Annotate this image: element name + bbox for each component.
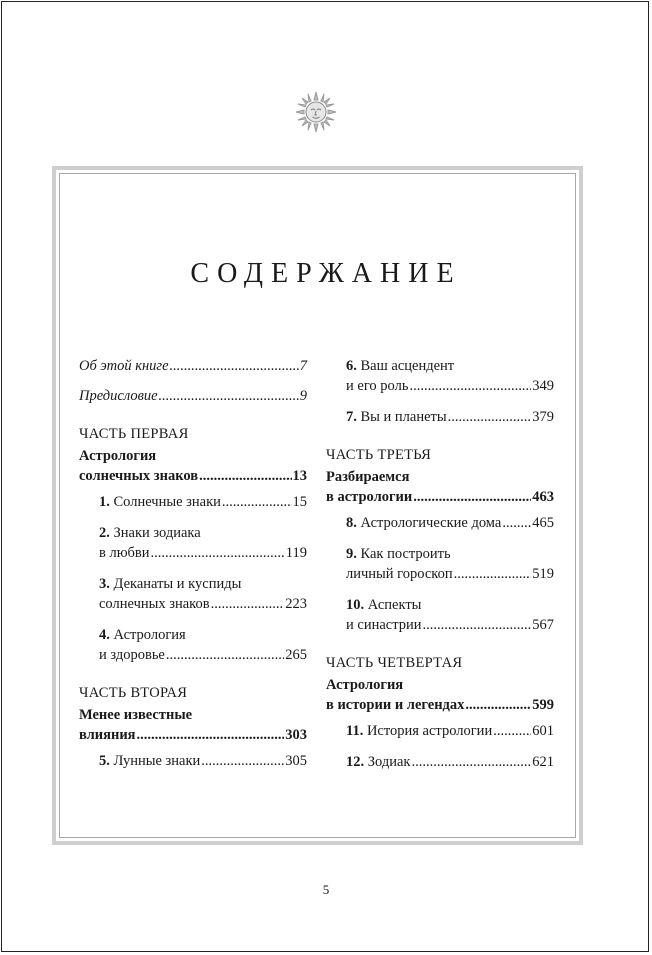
- toc-entry-page: 567: [532, 617, 554, 633]
- chapter-title-line2: и здоровье: [99, 647, 165, 663]
- leader-dots: [199, 466, 291, 486]
- chapter-number: 12.: [346, 754, 365, 770]
- leader-dots: [211, 594, 285, 614]
- toc-entry-page: 265: [285, 647, 307, 663]
- leader-dots: [137, 725, 285, 745]
- toc-entry-page: 621: [532, 754, 554, 770]
- chapter-title-line2: и его роль: [346, 378, 409, 394]
- chapter-title: Лунные знаки: [113, 753, 201, 769]
- chapter-title: Ваш асцендент: [360, 358, 455, 374]
- leader-dots: [159, 386, 299, 406]
- page-title: СОДЕРЖАНИЕ: [190, 258, 462, 289]
- toc-chapter-5[interactable]: [99, 751, 307, 771]
- leader-dots: [151, 543, 285, 563]
- part-title-2[interactable]: [79, 705, 307, 745]
- chapter-number: 5.: [99, 753, 110, 769]
- chapter-number: 1.: [99, 494, 110, 510]
- leader-dots: [170, 356, 299, 376]
- chapter-number: 6.: [346, 358, 357, 374]
- part-title-3[interactable]: [326, 467, 554, 507]
- toc-entry-page: 7: [299, 358, 307, 374]
- toc-entry-page: 599: [532, 697, 554, 713]
- part-title-line2: влияния: [79, 727, 136, 743]
- sun-icon: [294, 90, 338, 134]
- toc-chapter-6[interactable]: [346, 356, 554, 396]
- toc-chapter-2[interactable]: [99, 523, 307, 563]
- toc-entry-page: 601: [532, 723, 554, 739]
- toc-chapter-7[interactable]: [346, 407, 554, 427]
- toc-entry-label: Предисловие: [79, 388, 158, 404]
- leader-dots: [448, 407, 532, 427]
- toc-chapter-10[interactable]: [346, 595, 554, 635]
- part-title-line1: Менее известные: [79, 707, 193, 723]
- toc-chapter-11[interactable]: [346, 721, 554, 741]
- chapter-number: 3.: [99, 576, 110, 592]
- chapter-title: Деканаты и куспиды: [113, 576, 242, 592]
- toc-entry-page: 379: [532, 409, 554, 425]
- toc-entry-page: 519: [532, 566, 554, 582]
- chapter-title-line2: в любви: [99, 545, 150, 561]
- chapter-title: Солнечные знаки: [113, 494, 221, 510]
- chapter-number: 9.: [346, 546, 357, 562]
- leader-dots: [409, 376, 531, 396]
- part-title-4[interactable]: [326, 675, 554, 715]
- leader-dots: [222, 492, 292, 512]
- chapter-title: Астрологические дома: [360, 515, 502, 531]
- toc-chapter-12[interactable]: [346, 752, 554, 772]
- part-title-line2: солнечных знаков: [79, 468, 199, 484]
- part-heading-4: ЧАСТЬ ЧЕТВЕРТАЯ: [326, 655, 463, 671]
- chapter-title-line2: и синастрии: [346, 617, 422, 633]
- toc-entry-page: 463: [532, 489, 554, 505]
- part-heading-2: ЧАСТЬ ВТОРАЯ: [79, 685, 188, 701]
- chapter-title: Знаки зодиака: [113, 525, 201, 541]
- part-title-1[interactable]: [79, 446, 307, 486]
- toc-left-column: [79, 356, 307, 771]
- part-heading-3: ЧАСТЬ ТРЕТЬЯ: [326, 447, 432, 463]
- leader-dots: [411, 752, 531, 772]
- toc-entry-preface[interactable]: [79, 386, 307, 406]
- toc-entry-page: 303: [285, 727, 307, 743]
- chapter-number: 4.: [99, 627, 110, 643]
- toc-chapter-1[interactable]: [99, 492, 307, 512]
- leader-dots: [465, 695, 531, 715]
- leader-dots: [454, 564, 532, 584]
- chapter-title-line2: личный гороскоп: [346, 566, 453, 582]
- chapter-title: Как построить: [360, 546, 451, 562]
- leader-dots: [201, 751, 284, 771]
- toc-entry-page: 349: [532, 378, 554, 394]
- chapter-number: 11.: [346, 723, 364, 739]
- toc-entry-page: 465: [532, 515, 554, 531]
- part-heading-1: ЧАСТЬ ПЕРВАЯ: [79, 426, 189, 442]
- page-number: 5: [322, 882, 330, 897]
- part-title-line1: Разбираемся: [326, 469, 410, 485]
- toc-entry-page: 119: [285, 545, 307, 561]
- chapter-number: 10.: [346, 597, 365, 613]
- leader-dots: [423, 615, 532, 635]
- leader-dots: [493, 721, 531, 741]
- chapter-title: История астрологии: [366, 723, 493, 739]
- chapter-title: Вы и планеты: [360, 409, 447, 425]
- chapter-number: 8.: [346, 515, 357, 531]
- part-title-line1: Астрология: [326, 677, 404, 693]
- leader-dots: [413, 487, 531, 507]
- chapter-title: Астрология: [113, 627, 186, 643]
- toc-right-column: [326, 356, 554, 772]
- leader-dots: [502, 513, 531, 533]
- part-title-line2: в астрологии: [326, 489, 413, 505]
- chapter-title: Зодиак: [367, 754, 411, 770]
- toc-chapter-9[interactable]: [346, 544, 554, 584]
- toc-entry-about[interactable]: [79, 356, 307, 376]
- toc-entry-page: 15: [292, 494, 307, 510]
- chapter-number: 2.: [99, 525, 110, 541]
- part-title-line2: в истории и легендах: [326, 697, 465, 713]
- chapter-number: 7.: [346, 409, 357, 425]
- toc-entry-page: 223: [285, 596, 307, 612]
- toc-entry-label: Об этой книге: [79, 358, 169, 374]
- part-title-line1: Астрология: [79, 448, 157, 464]
- toc-chapter-8[interactable]: [346, 513, 554, 533]
- leader-dots: [166, 645, 284, 665]
- toc-entry-page: 305: [285, 753, 307, 769]
- toc-entry-page: 13: [292, 468, 307, 484]
- chapter-title-line2: солнечных знаков: [99, 596, 210, 612]
- toc-entry-page: 9: [299, 388, 307, 404]
- chapter-title: Аспекты: [367, 597, 422, 613]
- toc-chapter-4[interactable]: [99, 625, 307, 665]
- toc-chapter-3[interactable]: [99, 574, 307, 614]
